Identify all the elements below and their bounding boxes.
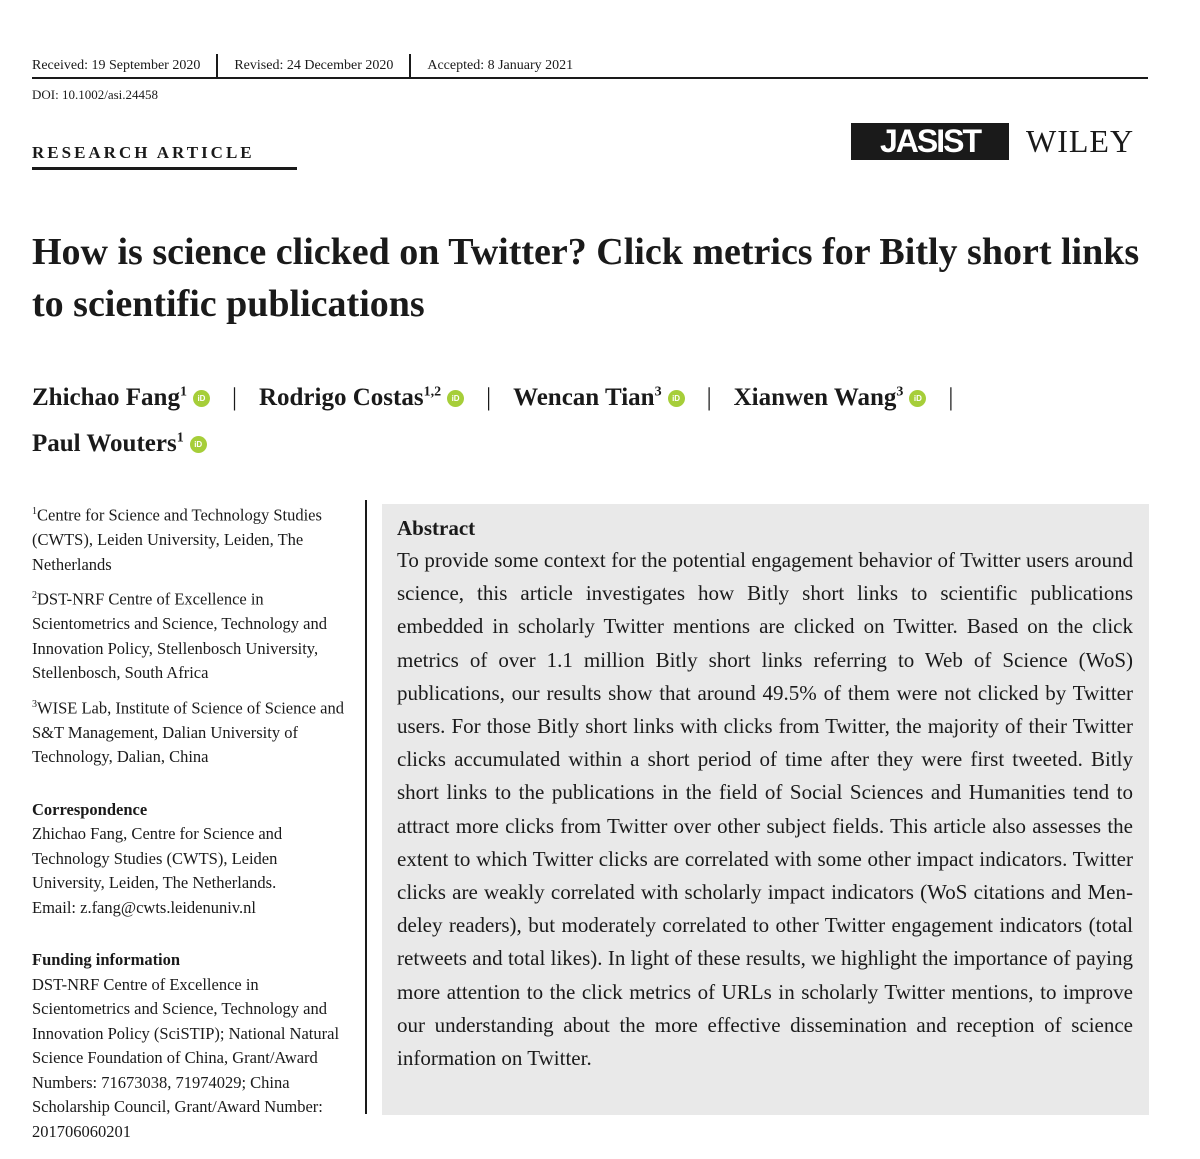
affiliation xyxy=(32,693,354,770)
journal-logo: JASIST xyxy=(851,123,1009,160)
article-type: RESEARCH ARTICLE xyxy=(32,143,255,162)
orcid-icon[interactable]: iD xyxy=(193,390,210,407)
orcid-icon[interactable]: iD xyxy=(190,436,207,453)
date-divider xyxy=(409,54,411,78)
affiliation-text: WISE Lab, Institute of Science of Science and S&T Management, Dalian University of Technology, Dalian, China xyxy=(32,698,344,766)
funding-heading: Funding information xyxy=(32,950,181,969)
author-name: Zhichao Fang xyxy=(32,384,180,412)
affiliation xyxy=(32,584,354,686)
correspondence-text: Zhichao Fang, Centre for Science and Technology Studies (CWTS), Leiden University, Leiden, The Netherlands. xyxy=(32,824,283,892)
author-separator: | xyxy=(706,384,712,412)
author-list xyxy=(32,373,1152,464)
author[interactable] xyxy=(513,384,685,411)
publication-dates xyxy=(32,54,1148,78)
correspondence-heading: Correspondence xyxy=(32,799,148,819)
author-name: Wencan Tian xyxy=(513,384,655,412)
author[interactable] xyxy=(32,430,207,457)
orcid-icon[interactable]: iD xyxy=(668,390,685,407)
author-separator: | xyxy=(231,384,237,412)
funding-text: DST-NRF Centre of Excellence in Scientometrics and Science, Technology and Innovation Policy (SciSTIP); National Natural Science Foundation of China, Grant/Award Numbers: 71673038, 71974029; China Scholarship Council, Grant/Award Number: 201706060201 xyxy=(32,974,340,1141)
author[interactable] xyxy=(259,384,464,411)
abstract-box xyxy=(382,504,1149,1115)
author[interactable] xyxy=(32,384,210,411)
affiliation-number: 3 xyxy=(32,698,37,710)
abstract-heading: Abstract xyxy=(397,516,476,540)
affiliation-number: 1 xyxy=(32,506,37,517)
article-type-underline xyxy=(32,167,297,170)
orcid-icon[interactable]: iD xyxy=(447,390,464,407)
author-separator: | xyxy=(486,384,492,412)
header-rule xyxy=(32,77,1148,79)
affiliation xyxy=(32,500,354,577)
affiliation-text: DST-NRF Centre of Excellence in Scientometrics and Science, Technology and Innovation Policy, Stellenbosch University, Stellenbosch, South Africa xyxy=(32,589,327,682)
publisher-logo: WILEY xyxy=(1026,123,1135,159)
article-title: How is science clicked on Twitter? Click metrics for Bitly short links to scientific publications xyxy=(32,231,1140,325)
accepted-date: Accepted: 8 January 2021 xyxy=(427,58,574,73)
affiliation-text: Centre for Science and Technology Studies (CWTS), Leiden University, Leiden, The Netherlands xyxy=(32,505,322,574)
author-affiliation-number: 1 xyxy=(179,385,187,400)
author-affiliation-number: 3 xyxy=(896,385,904,400)
revised-date: Revised: 24 December 2020 xyxy=(234,58,394,73)
author-name: Xianwen Wang xyxy=(733,384,897,412)
author-affiliation-number: 1 xyxy=(176,430,184,446)
author-affiliation-number: 1,2 xyxy=(423,385,442,400)
author-affiliation-number: 3 xyxy=(654,385,662,400)
abstract-text: To provide some context for the potential engagement behavior of Twitter users around science, this article investigates how Bitly short links to scientific publications embedded in scholarly Twitter mentions are clicked on Twitter. Based on the click metrics of over 1.1 million Bitly short links referring to Web of Science (WoS) publications, our results show that around 49.5% of them were not clicked by Twitter users. For those Bitly short links with clicks from Twitter, the majority of their Twitter clicks accumulated within a short period of time after they were first tweeted. Bitly short links to the publications in the field of Social Sciences and Humanities tend to attract more clicks from Twitter over other subject fields. This article also assesses the extent to which Twitter clicks are correlated with some other impact indicators. Twitter clicks are weakly correlated with scholarly impact indicators (WoS citations and Mendeley readers), but moderately correlated to other Twitter engagement indicators (total retweets and total likes). In light of these results, we highlight the importance of paying more attention to the click metrics of URLs in scholarly Twitter mentions, to improve our understanding about the more effective dissemination and reception of science information on Twitter. xyxy=(397,548,1133,1071)
orcid-icon[interactable]: iD xyxy=(909,390,926,407)
date-divider xyxy=(216,54,218,78)
received-date: Received: 19 September 2020 xyxy=(32,58,201,73)
author-separator: | xyxy=(948,384,954,412)
correspondence-email[interactable]: Email: z.fang@cwts.leidenuniv.nl xyxy=(32,897,256,917)
article-sidebar xyxy=(32,500,354,1144)
sidebar-divider xyxy=(365,500,367,1114)
author-name: Paul Wouters xyxy=(32,429,177,457)
author-name: Rodrigo Costas xyxy=(258,384,424,412)
author[interactable] xyxy=(734,384,927,411)
doi[interactable]: DOI: 10.1002/asi.24458 xyxy=(32,87,159,102)
affiliation-number: 2 xyxy=(32,590,37,601)
